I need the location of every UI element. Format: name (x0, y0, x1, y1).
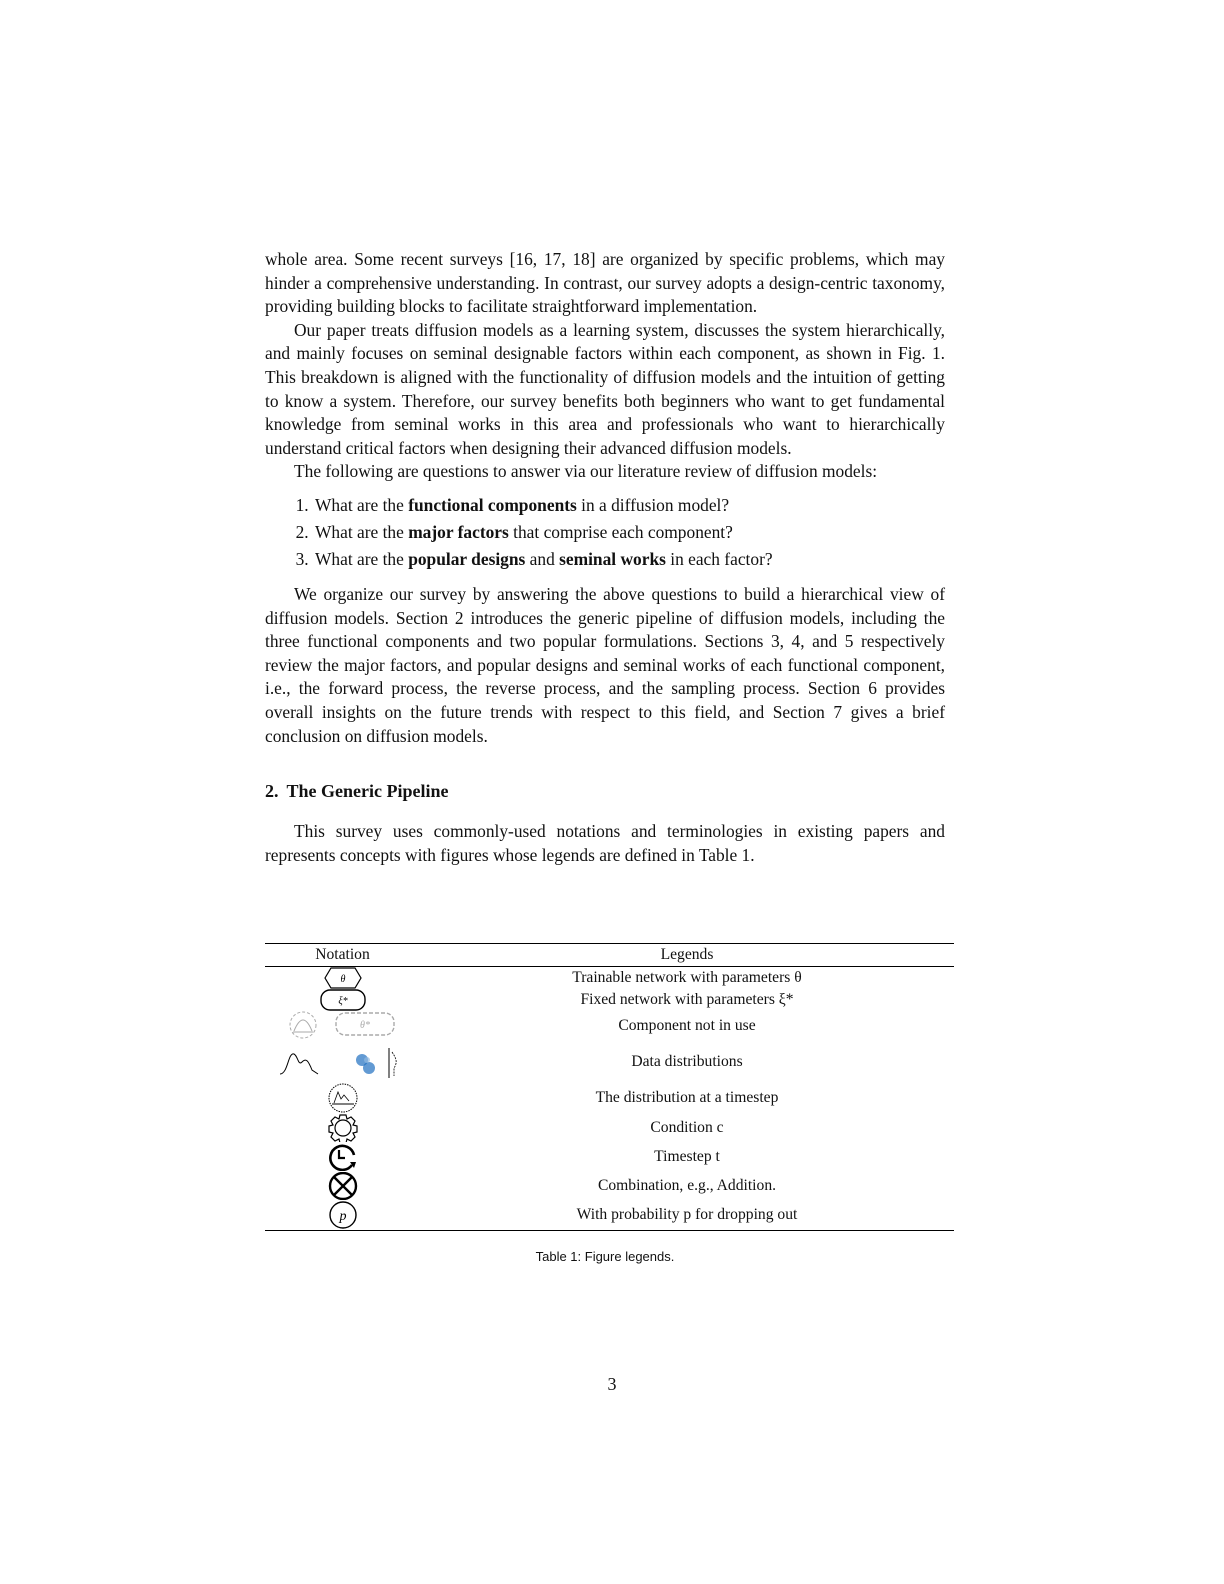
questions-list (265, 492, 945, 573)
table-caption: Table 1: Figure legends. (535, 1249, 675, 1264)
svg-text:p: p (339, 1208, 346, 1224)
page-body (265, 248, 945, 867)
legend-text: Fixed network with parameters ξ* (580, 991, 794, 1008)
legend-text: Data distributions (631, 1053, 743, 1070)
paragraph-questions-intro: The following are questions to answer via our literature review of diffusion models: (294, 461, 878, 482)
legend-text: With probability p for dropping out (420, 1200, 954, 1230)
distribution-timestep-icon (327, 1083, 359, 1113)
svg-text:θ*: θ* (359, 1020, 370, 1031)
page-number: 3 (607, 1374, 617, 1394)
legend-text: Component not in use (618, 1017, 756, 1034)
paragraph-intro: whole area. Some recent surveys [16, 17, 18] are organized by specific problems, which may hinder a comprehensive understanding. In contrast, our survey adopts a design-centric taxonomy, providing building blocks to facilitate straightforward implementation. (265, 249, 945, 317)
circle-x-icon (327, 1172, 359, 1200)
header-notation: Notation (265, 944, 420, 967)
paragraph-organization: We organize our survey by answering the above questions to build a hierarchical view of diffusion models. Section 2 introduces the generic pipeline of diffusion models, including the three functional components and two popular formulations. Sections 3, 4, and 5 respectively review the major factors, and popular designs and seminal works of each functional component, i.e., the forward process, the reverse process, and the sampling process. Section 6 provides overall insights on the future trends with respect to this field, and Section 7 gives a brief conclusion on diffusion models. (265, 583, 945, 746)
hexagon-theta-icon (318, 967, 368, 989)
question-item: 1. What are the functional components in a diffusion model? (313, 492, 945, 519)
dashed-component-icon (288, 1011, 398, 1041)
clock-icon (327, 1143, 359, 1171)
question-item: 3. What are the popular designs and seminal works in each factor? (313, 546, 945, 573)
legend-text: Timestep t (654, 1147, 720, 1165)
gear-icon (327, 1114, 359, 1142)
paragraph-notation: This survey uses commonly-used notations and terminologies in existing papers and represents concepts with figures whose legends are defined in Table 1. (265, 821, 945, 865)
legend-text: Combination, e.g., Addition. (597, 1176, 777, 1194)
question-item: 2. What are the major factors that comprise each component? (313, 519, 945, 546)
rounded-xi-icon (318, 989, 368, 1011)
section-heading: 2. The Generic Pipeline (265, 781, 449, 802)
legend-text: Condition c (650, 1118, 724, 1136)
paragraph-system: Our paper treats diffusion models as a learning system, discusses the system hierarchically, and mainly focuses on seminal designable factors within each component, as shown in Fig. 1. This breakdown is aligned with the functionality of diffusion models and the intuition of getting to know a system. Therefore, our survey benefits both beginners who want to get fundamental knowledge from seminal works in this area and professionals who want to hierarchically understand critical factors when designing their advanced diffusion models. (265, 319, 945, 458)
data-distributions-icon (278, 1044, 408, 1080)
header-legends: Legends (420, 944, 954, 967)
circle-p-icon (327, 1201, 359, 1229)
legend-text: Trainable network with parameters θ (572, 969, 802, 986)
legend-text: The distribution at a timestep (595, 1089, 779, 1106)
svg-text:θ: θ (340, 974, 345, 985)
legend-table (265, 943, 954, 1231)
svg-text:ξ*: ξ* (337, 996, 348, 1007)
